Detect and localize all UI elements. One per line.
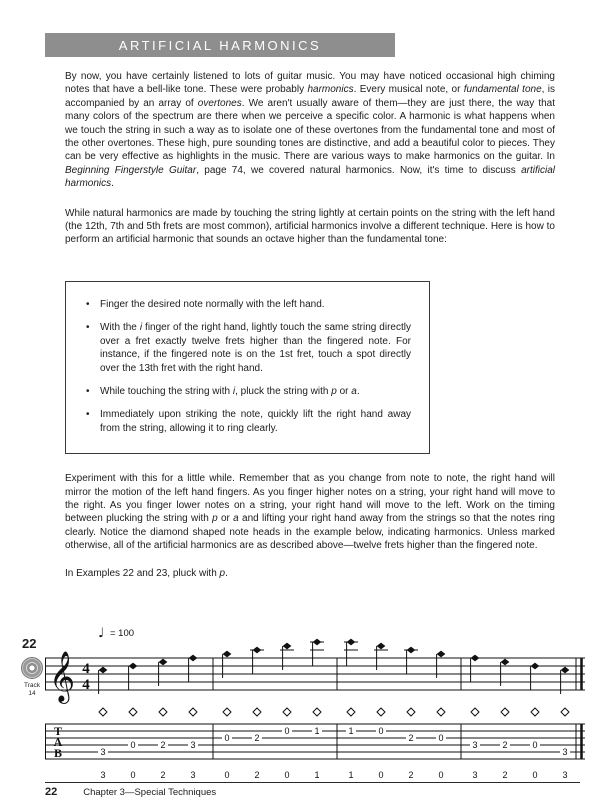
svg-text:0: 0 bbox=[130, 770, 136, 780]
svg-text:2: 2 bbox=[254, 733, 260, 744]
svg-text:0: 0 bbox=[284, 726, 290, 737]
paragraph-experiment: Experiment with this for a little while. Remember that as you change from note to note, the right hand will mirror the motion of the left hand fingers. As you finger higher notes on a string, your right hand will move to the right. As you finger lower notes on a string, your right hand will move to the left. Work on the timing between plucking the string with p or a and lifting your right hand away from the strings so that the notes ring clearly. Notice the diamond shaped note heads in the example below, indicating harmonics. Unless marked otherwise, all of the artificial harmonics are as described above—twelve frets higher than the fingered note. bbox=[65, 473, 555, 552]
svg-text:𝄞: 𝄞 bbox=[49, 651, 76, 702]
svg-text:4: 4 bbox=[82, 677, 90, 693]
bullet-item: • Immediately upon striking the note, quickly lift the right hand away from the string, allowing it to ring clearly. bbox=[86, 408, 411, 435]
svg-text:T: T bbox=[53, 724, 63, 738]
svg-text:1: 1 bbox=[314, 726, 320, 737]
footer-rule bbox=[45, 782, 580, 783]
svg-text:♩: ♩ bbox=[98, 626, 105, 641]
svg-text:3: 3 bbox=[190, 770, 196, 780]
svg-text:0: 0 bbox=[130, 740, 136, 751]
paragraph-intro: By now, you have certainly listened to lots of guitar music. You may have noticed occasional high chiming notes that have a bell-like tone. These were probably harmonics. Every musical note, or fundamental tone, is accompanied by an array of overtones. We aren't usually aware of them—they are just there, the way that many colors of the spectrum are there when we perceive a specific color. A harmonic is what happens when we touch the string in such a way as to isolate one of these overtones from the fundamental tone and most of the other overtones. These high, pure sounding tones are distinctive, and add a beautiful color to pieces. They can be very effective as highlights in the music. There are various ways to make harmonics on the guitar. In Beginning Fingerstyle Guitar, page 74, we covered natural harmonics. Now, it's time to discuss artificial harmonics. bbox=[65, 71, 556, 190]
paragraph-technique: While natural harmonics are made by touching the string lightly at certain points on the string with the left hand (the 12th, 7th and 5th frets are most common), artificial harmonics involve a different technique. Here is how to perform an artificial harmonic that sounds an octave higher than the fundamental tone: bbox=[65, 207, 555, 246]
svg-text:0: 0 bbox=[284, 770, 290, 780]
cd-icon bbox=[21, 657, 43, 679]
svg-text:4: 4 bbox=[82, 661, 90, 677]
svg-text:0: 0 bbox=[224, 733, 230, 744]
svg-text:0: 0 bbox=[438, 733, 444, 744]
svg-text:3: 3 bbox=[472, 770, 478, 780]
svg-text:1: 1 bbox=[314, 770, 320, 780]
svg-text:3: 3 bbox=[562, 770, 568, 780]
footer-page-number: 22 bbox=[45, 786, 58, 798]
track-word: Track bbox=[23, 682, 40, 689]
bullet-item: • Finger the desired note normally with the left hand. bbox=[86, 298, 411, 311]
body-text bbox=[65, 70, 555, 580]
svg-text:2: 2 bbox=[408, 770, 414, 780]
svg-text:2: 2 bbox=[502, 770, 508, 780]
svg-text:2: 2 bbox=[160, 740, 166, 751]
svg-text:2: 2 bbox=[408, 733, 414, 744]
bullet-list bbox=[86, 298, 411, 435]
svg-text:0: 0 bbox=[532, 770, 538, 780]
svg-text:1: 1 bbox=[348, 770, 354, 780]
svg-text:2: 2 bbox=[502, 740, 508, 751]
svg-text:0: 0 bbox=[438, 770, 444, 780]
paragraph-examples-note: In Examples 22 and 23, pluck with p. bbox=[65, 567, 228, 579]
footer-chapter: Chapter 3—Special Techniques bbox=[83, 787, 217, 798]
svg-text:0: 0 bbox=[224, 770, 230, 780]
svg-text:0: 0 bbox=[378, 726, 384, 737]
footer bbox=[45, 786, 216, 798]
track-number: 14 bbox=[28, 690, 36, 697]
svg-text:2: 2 bbox=[160, 770, 166, 780]
svg-text:3: 3 bbox=[190, 740, 196, 751]
bullet-item: • While touching the string with i, pluck the string with p or a. bbox=[86, 385, 411, 398]
svg-text:3: 3 bbox=[100, 770, 106, 780]
example-number: 22 bbox=[22, 636, 37, 651]
svg-text:3: 3 bbox=[100, 747, 106, 758]
bullet-item: • With the i finger of the right hand, lightly touch the same string directly over a fret exactly twelve frets higher than the fingered note. For instance, if the fingered note is on the 1st fret, touch a spot directly over the 13th fret with the right hand. bbox=[86, 321, 411, 375]
svg-text:0: 0 bbox=[532, 740, 538, 751]
svg-text:2: 2 bbox=[254, 770, 260, 780]
svg-text:1: 1 bbox=[348, 726, 354, 737]
svg-text:3: 3 bbox=[562, 747, 568, 758]
svg-text:3: 3 bbox=[472, 740, 478, 751]
svg-text:A: A bbox=[53, 735, 63, 749]
svg-text:0: 0 bbox=[378, 770, 384, 780]
svg-text:B: B bbox=[53, 746, 63, 760]
instruction-box bbox=[65, 281, 430, 454]
svg-text:= 100: = 100 bbox=[110, 628, 135, 639]
music-notation bbox=[45, 620, 585, 784]
header-bar bbox=[45, 33, 395, 57]
page-title: ARTIFICIAL HARMONICS bbox=[118, 37, 322, 53]
